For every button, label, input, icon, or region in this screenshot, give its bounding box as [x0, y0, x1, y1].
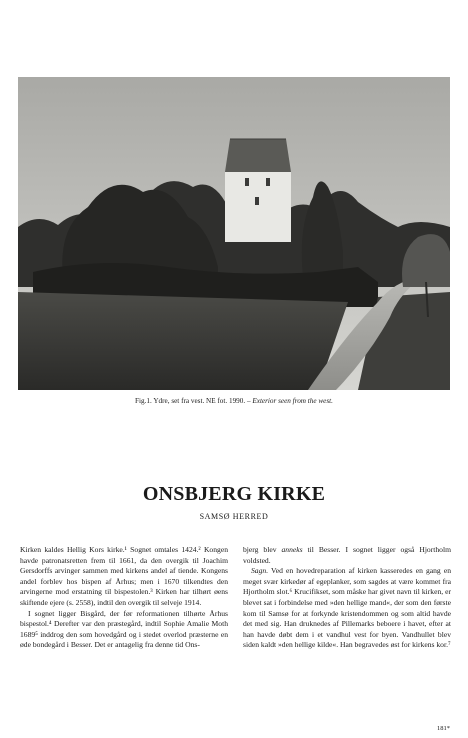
text-column-right	[243, 545, 451, 651]
figure-caption	[0, 397, 468, 406]
text-run: Ved en hovedreparation af kirken kasseredes en gang en meget svær kirkedør af egeplanker, som sagdes at være kommet fra Hjortholm slot.⁶ Krucifikset, som måske har givet navn til kirken, er blevet sat i forbindelse med »den hellige mand«, der som den første kom til Samsø for at forkynde kristendommen og som altid havde det med sig. Han druknedes af Pillemarks beboere i havet, efter at han havde døbt dem i et vandhul vest for byen. Vandhullet blev siden kaldt »den hellige kilde«. Han begravedes øst for kirkens kor.⁷	[243, 566, 451, 650]
text-run: til Besser. I sognet ligger også Hjortholm voldsted.	[243, 545, 451, 565]
paragraph	[243, 545, 451, 566]
text-column-left	[20, 545, 228, 651]
paragraph: Kirken kaldes Hellig Kors kirke.¹ Sognet omtales 1424.² Kongen havde patronatsretten frem til 1661, da den overgik til Joachim Gersdorffs arvinger sammen med kirkens andel af tiende. Kongens andel forblev hos bispen af Århus; men i 1670 tilkendtes den arvingerne mod erstatning til bispestolen.³ Kirken har tilhørt øens skiftende ejere (s. 2558), indtil den overgik til selveje 1914.	[20, 545, 228, 607]
page-title: ONSBJERG KIRKE	[142, 483, 326, 505]
caption-english: – Exterior seen from the west.	[246, 397, 333, 405]
section-label: Sagn.	[251, 566, 269, 576]
paragraph: I sognet ligger Bisgård, der før reformationen tilhørte Århus bispestol.⁴ Derefter var den præstegård, indtil Sophie Amalie Moth 1689⁵ inddrog den som hovedgård og i stedet overlod præsterne en øde bondegård i Besser. Det er antagelig fra denne tid Ons-	[20, 608, 228, 650]
emphasis: anneks	[281, 545, 303, 554]
caption-danish: Fig.1. Ydre, set fra vest. NE fot. 1990.	[135, 397, 246, 405]
paragraph	[243, 566, 451, 651]
page-number: 181*	[437, 725, 450, 732]
church-photograph	[18, 77, 450, 390]
page-subtitle: SAMSØ HERRED	[199, 512, 269, 521]
text-run: bjerg blev	[243, 545, 282, 554]
